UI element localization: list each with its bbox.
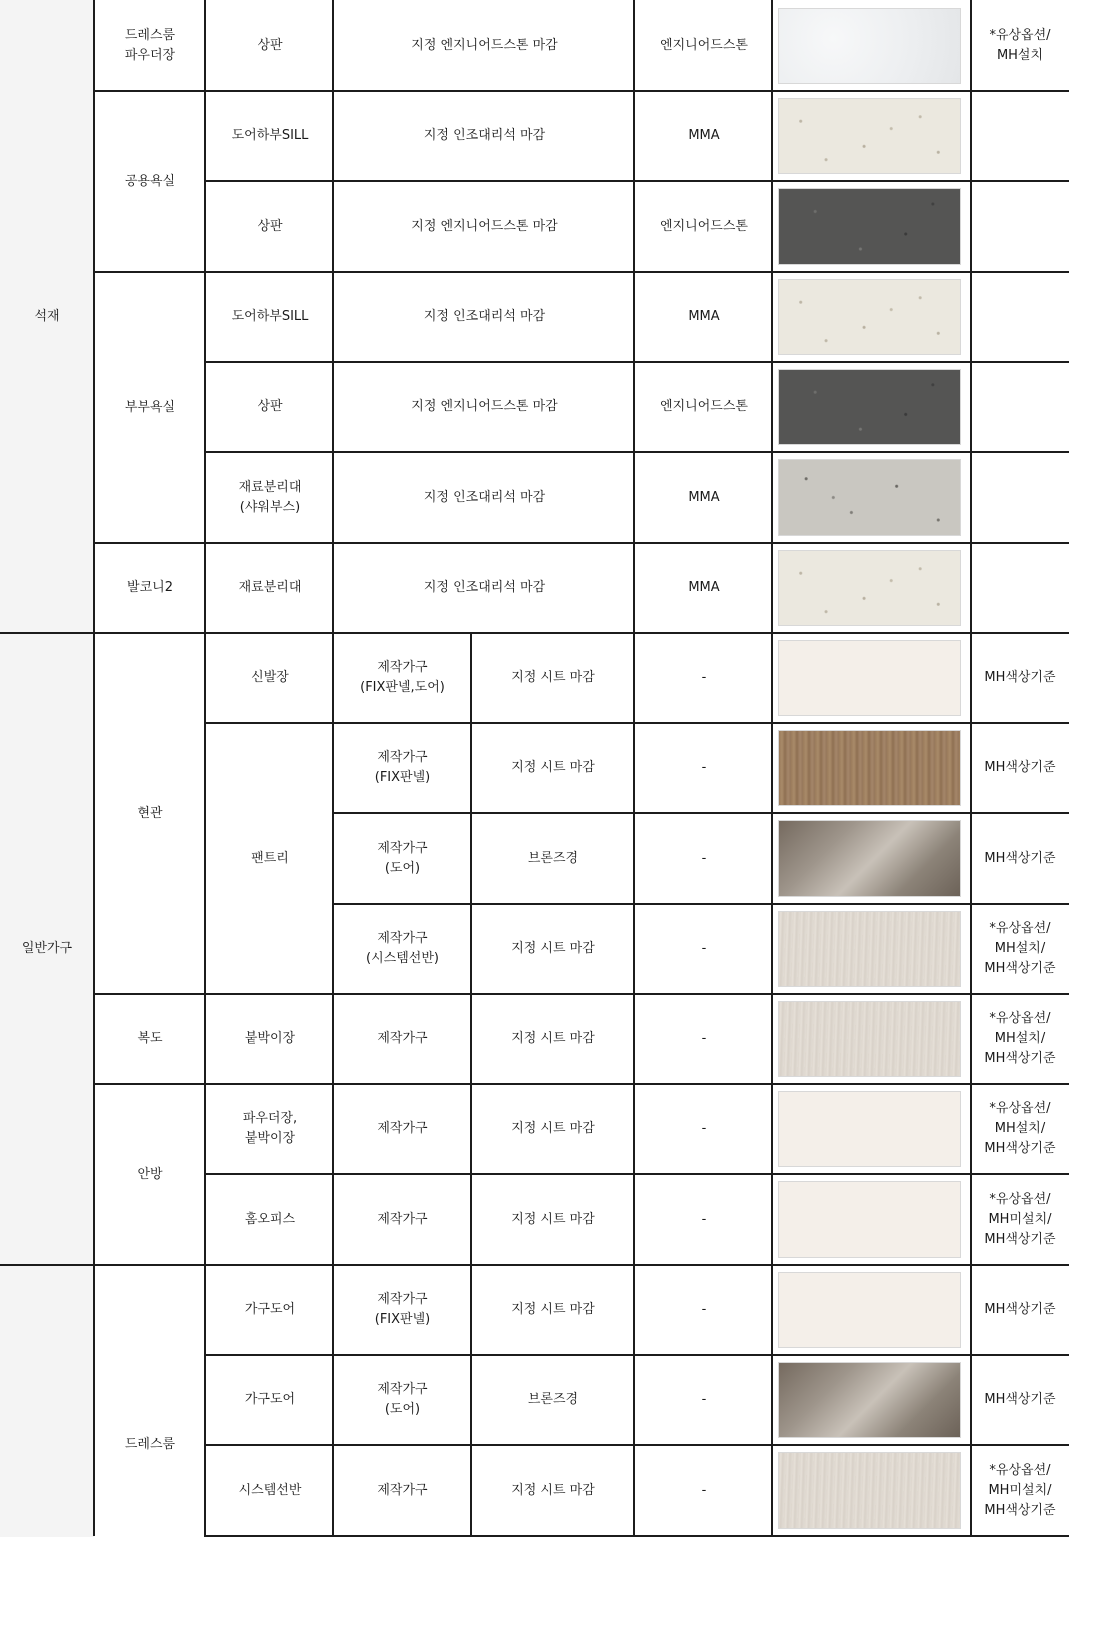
sheet-light-oak-swatch bbox=[778, 1001, 961, 1077]
grid-line bbox=[470, 633, 472, 1537]
part-cell bbox=[206, 543, 334, 633]
part-label: 홈오피스 bbox=[244, 1211, 296, 1227]
grid-line bbox=[204, 361, 1069, 363]
category-cell bbox=[0, 633, 94, 1265]
note-cell bbox=[972, 1265, 1068, 1355]
grid-line bbox=[93, 993, 1069, 995]
sheet-ivory-swatch bbox=[778, 640, 961, 716]
material-label: - bbox=[701, 760, 707, 775]
type-label: 제작가구 (도어) bbox=[377, 1382, 428, 1417]
grid-line bbox=[204, 451, 1069, 453]
mma-cream-swatch bbox=[778, 98, 961, 174]
sheet-ivory-swatch bbox=[778, 1091, 961, 1167]
material-label: - bbox=[701, 1121, 707, 1136]
material-label: - bbox=[701, 1392, 707, 1407]
finish-cell bbox=[471, 1445, 635, 1536]
finish-cell bbox=[334, 543, 635, 633]
sheet-wood-swatch bbox=[778, 730, 961, 806]
finish-label: 지정 시트 마감 bbox=[511, 1302, 595, 1317]
material-cell bbox=[635, 181, 773, 272]
grid-line bbox=[204, 0, 206, 1537]
part-cell bbox=[206, 452, 334, 543]
note-cell bbox=[972, 723, 1068, 813]
material-label: MMA bbox=[688, 580, 720, 595]
material-cell bbox=[635, 1084, 773, 1174]
type-label: 제작가구 bbox=[377, 1121, 428, 1136]
sheet-ivory-swatch bbox=[778, 1181, 961, 1258]
note-cell bbox=[972, 1084, 1068, 1174]
part-label: 상판 bbox=[257, 399, 283, 414]
material-cell bbox=[635, 543, 773, 633]
material-cell bbox=[635, 813, 773, 904]
part-cell bbox=[206, 1265, 334, 1355]
material-cell bbox=[635, 1265, 773, 1355]
note-cell bbox=[972, 1355, 1068, 1445]
grid-line bbox=[93, 271, 1069, 273]
mma-gray-swatch bbox=[778, 459, 961, 536]
bronze-mirror-swatch bbox=[778, 820, 961, 897]
material-label: 엔지니어드스톤 bbox=[660, 218, 748, 234]
material-cell bbox=[635, 452, 773, 543]
part-cell bbox=[206, 1174, 334, 1265]
note-label: *유상옵션/ MH설치/ MH색상기준 bbox=[984, 1011, 1056, 1066]
material-cell bbox=[635, 723, 773, 813]
engineered-stone-dark-swatch bbox=[778, 188, 961, 265]
finish-cell bbox=[471, 723, 635, 813]
finish-cell bbox=[334, 91, 635, 181]
grid-line bbox=[204, 1535, 1069, 1537]
type-cell bbox=[334, 1265, 471, 1355]
mma-cream-swatch bbox=[778, 550, 961, 626]
material-cell bbox=[635, 1355, 773, 1445]
grid-line bbox=[633, 0, 635, 1537]
finish-cell bbox=[471, 1174, 635, 1265]
space-cell bbox=[94, 1265, 206, 1625]
sheet-light-oak-swatch bbox=[778, 911, 961, 987]
space-label: 공용욕실 bbox=[124, 173, 176, 189]
material-cell bbox=[635, 633, 773, 723]
finish-label: 지정 시트 마감 bbox=[511, 670, 595, 685]
finish-cell bbox=[471, 904, 635, 994]
finish-cell bbox=[471, 994, 635, 1084]
part-cell bbox=[206, 181, 334, 272]
type-label: 제작가구 bbox=[377, 1031, 428, 1046]
part-cell bbox=[206, 362, 334, 452]
finish-label: 지정 시트 마감 bbox=[511, 1031, 595, 1046]
finish-cell bbox=[471, 813, 635, 904]
grid-line bbox=[0, 632, 1069, 634]
note-label: *유상옵션/ MH설치 bbox=[989, 27, 1051, 63]
part-cell bbox=[206, 1355, 334, 1445]
material-label: 엔지니어드스톤 bbox=[660, 37, 748, 53]
grid-line bbox=[332, 812, 1069, 814]
category-cell bbox=[0, 1265, 94, 1537]
part-cell bbox=[206, 1084, 334, 1174]
material-cell bbox=[635, 0, 773, 91]
material-cell bbox=[635, 272, 773, 362]
space-cell bbox=[94, 0, 206, 91]
grid-line bbox=[204, 1444, 1069, 1446]
mma-cream-swatch bbox=[778, 279, 961, 355]
note-label: MH색상기준 bbox=[984, 850, 1056, 866]
sheet-light-oak-swatch bbox=[778, 1452, 961, 1529]
finish-label: 브론즈경 bbox=[527, 1392, 579, 1407]
finish-cell bbox=[334, 362, 635, 452]
part-cell bbox=[206, 0, 334, 91]
grid-line bbox=[332, 0, 334, 1537]
grid-line bbox=[0, 1264, 1069, 1266]
part-label: 파우더장, 붙박이장 bbox=[242, 1111, 298, 1146]
finish-cell bbox=[471, 633, 635, 723]
part-cell bbox=[206, 272, 334, 362]
finish-label: 지정 시트 마감 bbox=[511, 1482, 595, 1498]
note-label: *유상옵션/ MH미설치/ MH색상기준 bbox=[984, 1191, 1056, 1247]
finish-cell bbox=[334, 452, 635, 543]
type-label: 제작가구 (FIX판넬) bbox=[374, 1292, 431, 1327]
material-label: - bbox=[701, 941, 707, 956]
finish-label: 브론즈경 bbox=[527, 850, 579, 866]
grid-line bbox=[204, 180, 1069, 182]
type-cell bbox=[334, 994, 471, 1084]
space-label: 현관 bbox=[137, 805, 163, 821]
finish-label: 지정 엔지니어드스톤 마감 bbox=[411, 37, 558, 53]
engineered-stone-white-swatch bbox=[778, 8, 961, 84]
type-cell bbox=[334, 633, 471, 723]
material-cell bbox=[635, 91, 773, 181]
space-cell bbox=[94, 543, 206, 633]
type-label: 제작가구 (시스템선반) bbox=[366, 931, 439, 966]
material-label: - bbox=[701, 1031, 707, 1046]
grid-line bbox=[93, 90, 1069, 92]
material-label: MMA bbox=[688, 309, 720, 324]
grid-line bbox=[204, 1173, 1069, 1175]
part-label: 팬트리 bbox=[251, 850, 289, 866]
part-label: 재료분리대 (샤워부스) bbox=[238, 479, 302, 515]
part-label: 상판 bbox=[257, 37, 283, 53]
bronze-mirror-swatch bbox=[778, 1362, 961, 1438]
finish-label: 지정 인조대리석 마감 bbox=[423, 580, 546, 595]
type-label: 제작가구 (FIX판넬,도어) bbox=[360, 660, 445, 695]
type-cell bbox=[334, 723, 471, 813]
part-cell bbox=[206, 994, 334, 1084]
part-cell bbox=[206, 1445, 334, 1536]
note-cell bbox=[972, 1445, 1068, 1536]
note-cell bbox=[972, 633, 1068, 723]
material-label: - bbox=[701, 1482, 707, 1498]
grid-line bbox=[93, 0, 95, 1536]
grid-line bbox=[204, 722, 1069, 724]
note-cell bbox=[972, 813, 1068, 904]
space-cell bbox=[94, 1084, 206, 1265]
part-label: 시스템선반 bbox=[238, 1482, 302, 1498]
type-label: 제작가구 bbox=[377, 1482, 428, 1498]
type-label: 제작가구 bbox=[377, 1211, 428, 1227]
note-label: MH색상기준 bbox=[984, 1302, 1056, 1317]
space-label: 발코니2 bbox=[127, 580, 173, 595]
material-label: MMA bbox=[688, 128, 720, 143]
material-label: MMA bbox=[688, 489, 720, 505]
finish-label: 지정 시트 마감 bbox=[511, 941, 595, 956]
grid-line bbox=[332, 903, 1069, 905]
finish-label: 지정 인조대리석 마감 bbox=[423, 489, 546, 505]
type-cell bbox=[334, 1174, 471, 1265]
finish-label: 지정 시트 마감 bbox=[511, 1121, 595, 1136]
material-label: 엔지니어드스톤 bbox=[660, 399, 748, 414]
material-label: - bbox=[701, 1302, 707, 1317]
grid-line bbox=[93, 542, 1069, 544]
type-cell bbox=[334, 1445, 471, 1536]
space-label: 복도 bbox=[137, 1031, 163, 1046]
space-label: 드레스룸 bbox=[124, 1437, 176, 1452]
finish-label: 지정 시트 마감 bbox=[511, 760, 595, 775]
material-cell bbox=[635, 994, 773, 1084]
engineered-stone-dark-swatch bbox=[778, 369, 961, 445]
material-label: - bbox=[701, 850, 707, 866]
grid-line bbox=[93, 1083, 1069, 1085]
finish-cell bbox=[471, 1084, 635, 1174]
note-label: *유상옵션/ MH미설치/ MH색상기준 bbox=[984, 1462, 1056, 1518]
grid-line bbox=[970, 0, 972, 1537]
finish-label: 지정 인조대리석 마감 bbox=[423, 128, 546, 143]
note-label: MH색상기준 bbox=[984, 670, 1056, 685]
type-cell bbox=[334, 1355, 471, 1445]
space-cell bbox=[94, 994, 206, 1084]
note-cell bbox=[972, 0, 1068, 91]
space-label: 부부욕실 bbox=[124, 399, 176, 415]
material-cell bbox=[635, 1445, 773, 1536]
type-cell bbox=[334, 1084, 471, 1174]
part-cell bbox=[206, 91, 334, 181]
type-label: 제작가구 (FIX판넬) bbox=[374, 750, 431, 785]
finish-cell bbox=[471, 1355, 635, 1445]
finish-cell bbox=[334, 0, 635, 91]
finish-label: 지정 인조대리석 마감 bbox=[423, 309, 546, 324]
part-label: 재료분리대 bbox=[238, 580, 302, 595]
material-cell bbox=[635, 362, 773, 452]
material-cell bbox=[635, 904, 773, 994]
note-cell bbox=[972, 1174, 1068, 1265]
part-cell bbox=[206, 633, 334, 723]
finish-cell bbox=[334, 272, 635, 362]
space-cell bbox=[94, 272, 206, 543]
part-label: 도어하부SILL bbox=[231, 128, 309, 143]
material-label: - bbox=[701, 1211, 707, 1227]
note-cell bbox=[972, 904, 1068, 994]
type-cell bbox=[334, 813, 471, 904]
grid-line bbox=[204, 1354, 1069, 1356]
finish-cell bbox=[471, 1265, 635, 1355]
finish-label: 지정 엔지니어드스톤 마감 bbox=[411, 218, 558, 234]
note-label: MH색상기준 bbox=[984, 760, 1056, 775]
finish-label: 지정 시트 마감 bbox=[511, 1211, 595, 1227]
part-label: 가구도어 bbox=[244, 1302, 296, 1317]
category-label: 석재 bbox=[34, 308, 60, 324]
space-cell bbox=[94, 633, 206, 994]
type-cell bbox=[334, 904, 471, 994]
note-label: *유상옵션/ MH설치/ MH색상기준 bbox=[984, 1101, 1056, 1156]
part-label: 도어하부SILL bbox=[231, 309, 309, 324]
space-label: 드레스룸 파우더장 bbox=[124, 27, 176, 63]
category-label: 일반가구 bbox=[21, 941, 73, 956]
part-label: 상판 bbox=[257, 218, 283, 234]
part-cell bbox=[206, 723, 334, 994]
category-cell bbox=[0, 0, 94, 633]
part-label: 붙박이장 bbox=[244, 1031, 296, 1046]
note-cell bbox=[972, 994, 1068, 1084]
finish-cell bbox=[334, 181, 635, 272]
finish-label: 지정 엔지니어드스톤 마감 bbox=[411, 399, 558, 414]
sheet-ivory-swatch bbox=[778, 1272, 961, 1348]
note-label: MH색상기준 bbox=[984, 1392, 1056, 1407]
note-label: *유상옵션/ MH설치/ MH색상기준 bbox=[984, 921, 1056, 976]
material-cell bbox=[635, 1174, 773, 1265]
part-label: 가구도어 bbox=[244, 1392, 296, 1407]
type-label: 제작가구 (도어) bbox=[377, 840, 428, 876]
grid-line bbox=[771, 0, 773, 1537]
space-cell bbox=[94, 91, 206, 272]
part-label: 신발장 bbox=[251, 670, 289, 685]
space-label: 안방 bbox=[137, 1166, 163, 1182]
material-label: - bbox=[701, 670, 707, 685]
